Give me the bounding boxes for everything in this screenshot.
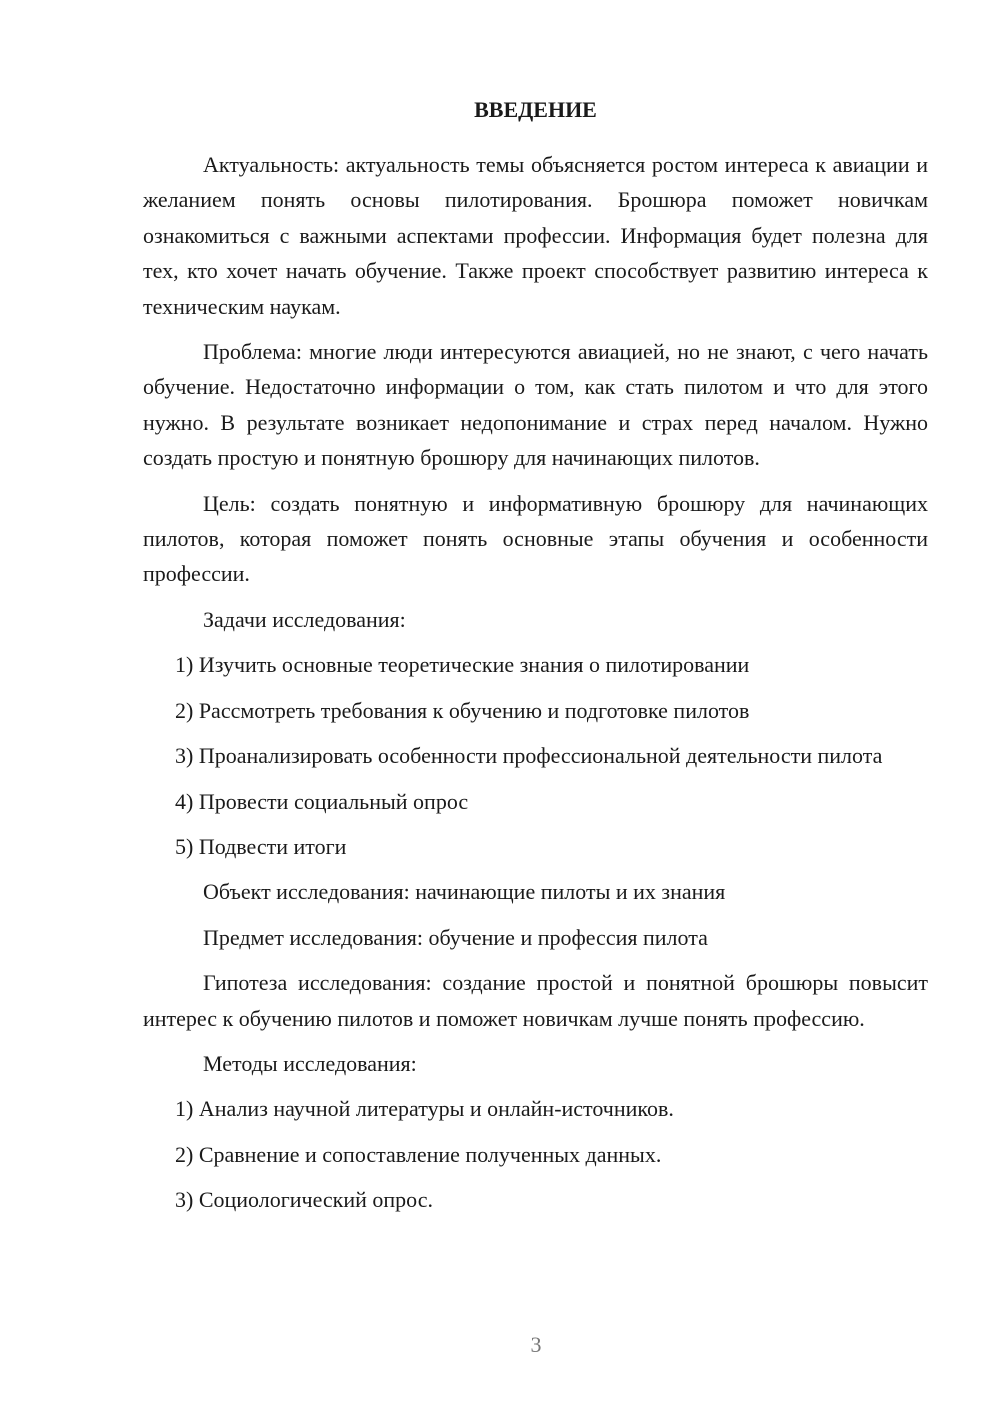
subject-paragraph: Предмет исследования: обучение и профессия пилота [203, 924, 708, 950]
page-content [143, 93, 928, 1228]
object-paragraph: Объект исследования: начинающие пилоты и их знания [203, 879, 726, 905]
section-title: ВВЕДЕНИЕ [474, 97, 597, 122]
problem-paragraph: Проблема: многие люди интересуются авиацией, но не знают, с чего начать обучение. Недостаточно информации о том, как стать пилотом и что для этого нужно. В результате возникает недопонимание и страх перед началом. Нужно создать простую и понятную брошюру для начинающих пилотов. [143, 339, 928, 471]
task-item: 5) Подвести итоги [175, 833, 347, 859]
method-item: 2) Сравнение и сопоставление полученных данных. [175, 1141, 662, 1167]
methods-heading: Методы исследования: [203, 1050, 417, 1076]
page-number: 3 [530, 1332, 542, 1357]
task-item: 3) Проанализировать особенности профессиональной деятельности пилота [175, 743, 883, 769]
task-item: 2) Рассмотреть требования к обучению и подготовке пилотов [175, 697, 750, 723]
tasks-heading: Задачи исследования: [203, 606, 406, 632]
goal-paragraph: Цель: создать понятную и информативную брошюру для начинающих пилотов, которая поможет понять основные этапы обучения и особенности профессии. [143, 490, 928, 587]
method-item: 1) Анализ научной литературы и онлайн-источников. [175, 1096, 674, 1122]
relevance-paragraph: Актуальность: актуальность темы объясняется ростом интереса к авиации и желанием понять основы пилотирования. Брошюра поможет новичкам ознакомиться с важными аспектами профессии. Информация будет полезна для тех, кто хочет начать обучение. Также проект способствует развитию интереса к техническим наукам. [143, 152, 928, 319]
task-item: 4) Провести социальный опрос [175, 788, 469, 814]
hypothesis-paragraph: Гипотеза исследования: создание простой и понятной брошюры повысит интерес к обучению пилотов и поможет новичкам лучше понять профессию. [143, 970, 928, 1031]
method-item: 3) Социологический опрос. [175, 1187, 433, 1213]
task-item: 1) Изучить основные теоретические знания о пилотировании [175, 652, 750, 678]
